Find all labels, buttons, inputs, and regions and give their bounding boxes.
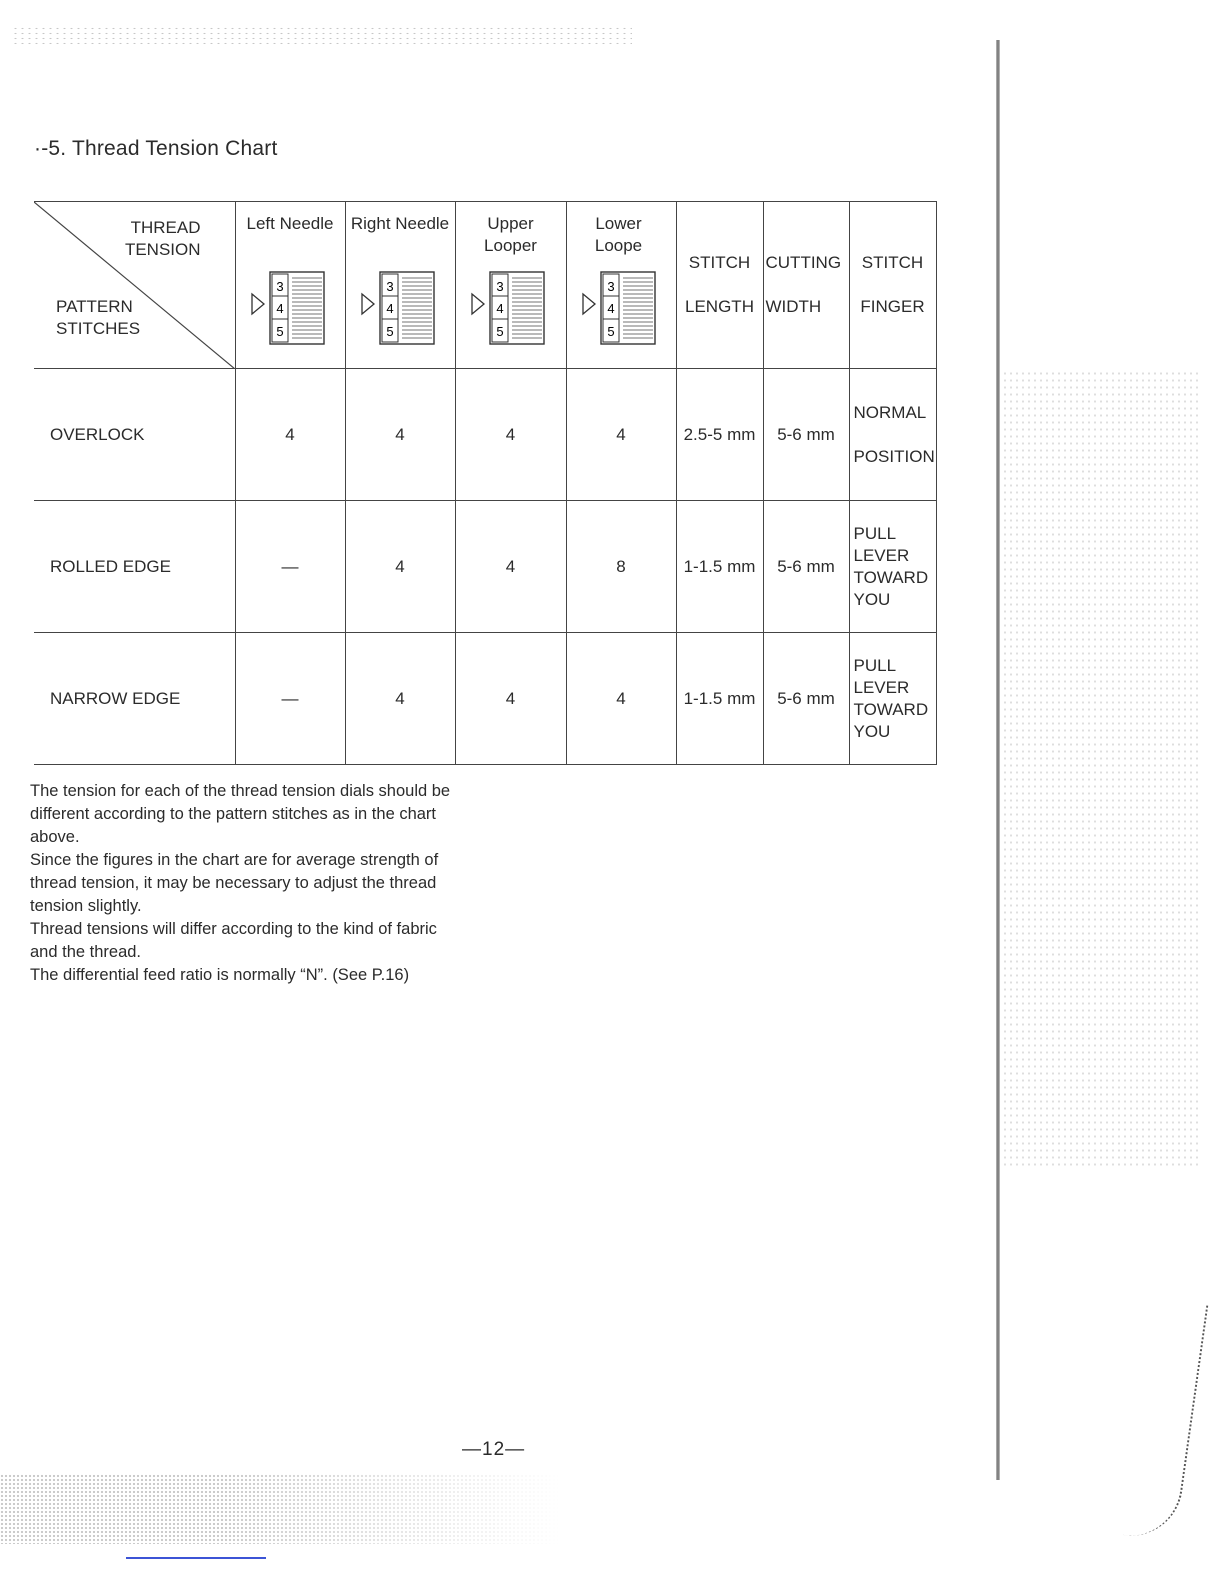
dial-number: 5 <box>275 324 284 339</box>
right-needle-value: 4 <box>345 501 455 633</box>
header-cutting-width-line2: WIDTH <box>765 297 822 316</box>
header-left-needle <box>235 202 345 369</box>
notes-line: above. <box>30 828 80 846</box>
scan-noise-bottom <box>0 1474 560 1544</box>
scan-noise-right <box>1002 370 1202 1170</box>
tension-dial-icon <box>250 270 330 346</box>
left-needle-value: — <box>235 501 345 633</box>
header-lower-looper <box>566 202 676 369</box>
pattern-name-cell: NARROW EDGE <box>34 633 235 765</box>
stitch-length-value: 1-1.5 mm <box>676 501 763 633</box>
notes-line: The tension for each of the thread tension dials should be <box>30 782 451 800</box>
header-right-needle-label: Right Needle <box>350 214 450 233</box>
header-lower-looper-label: Lower Loope <box>594 214 643 255</box>
stitch-length-value: 2.5-5 mm <box>676 369 763 501</box>
tension-dial-icon <box>360 270 440 346</box>
header-stitch-finger <box>849 202 936 369</box>
upper-looper-value: 4 <box>455 501 566 633</box>
stitch-finger-line: LEVER <box>853 677 910 697</box>
section-title: ·-5. Thread Tension Chart <box>34 137 278 160</box>
header-stitch-length-line2: LENGTH <box>685 297 754 316</box>
stitch-finger-value <box>849 633 936 765</box>
stitch-finger-line: NORMAL <box>853 402 927 422</box>
header-left-needle-label: Left Needle <box>246 214 334 233</box>
upper-looper-value: 4 <box>455 369 566 501</box>
stitch-finger-line: PULL <box>853 523 897 543</box>
binding-edge-shadow <box>996 40 1000 1480</box>
table-row <box>34 633 936 765</box>
stitch-finger-value <box>849 501 936 633</box>
corner-header-cell <box>34 202 235 369</box>
cutting-width-value: 5-6 mm <box>763 633 849 765</box>
dial-number: 4 <box>275 301 284 316</box>
stitch-finger-line: POSITION <box>853 446 935 466</box>
header-cutting-width <box>763 202 849 369</box>
page-number: —12— <box>462 1439 526 1460</box>
pattern-name-cell: ROLLED EDGE <box>34 501 235 633</box>
blue-underline-mark <box>126 1557 266 1559</box>
tension-dial-icon <box>470 270 550 346</box>
dial-number: 5 <box>385 324 394 339</box>
left-needle-value: — <box>235 633 345 765</box>
notes-line: tension slightly. <box>30 897 142 915</box>
header-cutting-width-line1: CUTTING <box>765 253 842 272</box>
table-row <box>34 501 936 633</box>
corner-bottom-line-1: PATTERN <box>56 297 133 316</box>
scan-curve-mark <box>1124 1298 1209 1543</box>
corner-pattern-stitches-label <box>56 296 140 340</box>
stitch-finger-line: TOWARD <box>853 567 929 587</box>
notes-line: thread tension, it may be necessary to adjust the thread <box>30 874 437 892</box>
stitch-finger-line: TOWARD <box>853 699 929 719</box>
notes-line: and the thread. <box>30 943 142 961</box>
dial-number: 3 <box>275 279 284 294</box>
pattern-name-cell: OVERLOCK <box>34 369 235 501</box>
header-upper-looper-label: Upper Looper <box>484 214 537 255</box>
dial-number: 4 <box>606 301 615 316</box>
right-needle-value: 4 <box>345 369 455 501</box>
notes-line: The differential feed ratio is normally “N”. (See P.16) <box>30 966 410 984</box>
thread-tension-table <box>34 201 937 765</box>
stitch-finger-line: PULL <box>853 655 897 675</box>
stitch-finger-line: YOU <box>853 721 891 741</box>
dial-number: 3 <box>495 279 504 294</box>
header-right-needle <box>345 202 455 369</box>
header-upper-looper <box>455 202 566 369</box>
table-row <box>34 369 936 501</box>
dial-number: 4 <box>385 301 394 316</box>
chart-notes <box>30 780 520 987</box>
header-stitch-length-line1: STITCH <box>688 253 751 272</box>
notes-line: Thread tensions will differ according to the kind of fabric <box>30 920 437 938</box>
left-needle-value: 4 <box>235 369 345 501</box>
notes-line: Since the figures in the chart are for average strength of <box>30 851 439 869</box>
stitch-finger-line: LEVER <box>853 545 910 565</box>
corner-bottom-line-2: STITCHES <box>56 319 141 338</box>
table-header-row <box>34 202 936 369</box>
dial-number: 3 <box>385 279 394 294</box>
right-needle-value: 4 <box>345 633 455 765</box>
upper-looper-value: 4 <box>455 633 566 765</box>
lower-looper-value: 4 <box>566 369 676 501</box>
dial-number: 3 <box>606 279 615 294</box>
lower-looper-value: 4 <box>566 633 676 765</box>
notes-line: different according to the pattern stitches as in the chart <box>30 805 437 823</box>
dial-number: 5 <box>495 324 504 339</box>
header-stitch-finger-line1: STITCH <box>861 253 924 272</box>
corner-top-line-2: TENSION <box>124 240 201 259</box>
header-stitch-length <box>676 202 763 369</box>
stitch-finger-line: YOU <box>853 589 891 609</box>
stitch-length-value: 1-1.5 mm <box>676 633 763 765</box>
dial-number: 4 <box>495 301 504 316</box>
corner-top-line-1: THREAD <box>130 218 201 237</box>
corner-thread-tension-label <box>125 217 201 261</box>
header-stitch-finger-line2: FINGER <box>860 297 925 316</box>
cutting-width-value: 5-6 mm <box>763 369 849 501</box>
stitch-finger-value <box>849 369 936 501</box>
dial-number: 5 <box>606 324 615 339</box>
lower-looper-value: 8 <box>566 501 676 633</box>
tension-dial-icon <box>581 270 661 346</box>
cutting-width-value: 5-6 mm <box>763 501 849 633</box>
scan-noise-top <box>12 26 632 44</box>
